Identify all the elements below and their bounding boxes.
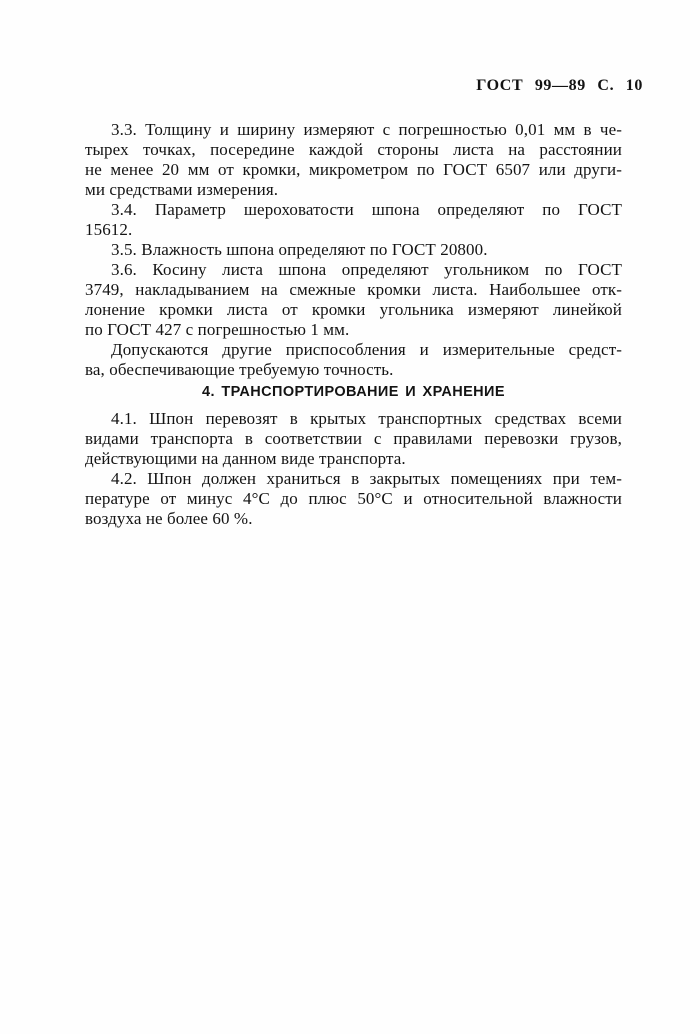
paragraph-4-2 bbox=[85, 469, 622, 529]
document-body bbox=[85, 120, 622, 529]
text-line: 15612. bbox=[85, 220, 133, 239]
text-line: 3749, накладыванием на смежные кромки листа. Наибольшее отк- bbox=[85, 280, 622, 299]
text-line: лонение кромки листа от кромки угольника измеряют линейкой bbox=[85, 300, 622, 319]
paragraph-3-3 bbox=[85, 120, 622, 200]
text-line: ми средствами измерения. bbox=[85, 180, 279, 199]
text-line: действующими на данном виде транспорта. bbox=[85, 449, 406, 468]
text-line: 4.2. Шпон должен храниться в закрытых помещениях при тем- bbox=[111, 469, 622, 488]
text-line: воздуха не более 60 %. bbox=[85, 509, 253, 528]
text-line: 3.5. Влажность шпона определяют по ГОСТ 20800. bbox=[111, 240, 488, 259]
text-line: ва, обеспечивающие требуемую точность. bbox=[85, 360, 394, 379]
text-line: 3.4. Параметр шероховатости шпона определяют по ГОСТ bbox=[111, 200, 622, 219]
section-4-heading: 4. ТРАНСПОРТИРОВАНИЕ И ХРАНЕНИЕ bbox=[202, 384, 505, 400]
paragraph-4-1 bbox=[85, 409, 622, 469]
text-line: Допускаются другие приспособления и измерительные средст- bbox=[111, 340, 622, 359]
text-line: 3.3. Толщину и ширину измеряют с погрешностью 0,01 мм в че- bbox=[111, 120, 622, 139]
text-line: видами транспорта в соответствии с правилами перевозки грузов, bbox=[85, 429, 622, 448]
paragraph-3-6 bbox=[85, 260, 622, 340]
text-line: тырех точках, посередине каждой стороны листа на расстоянии bbox=[85, 140, 622, 159]
paragraph-3-5 bbox=[85, 240, 622, 260]
text-line: 3.6. Косину листа шпона определяют угольником по ГОСТ bbox=[111, 260, 622, 279]
paragraph-note bbox=[85, 340, 622, 380]
page-header-label: ГОСТ 99—89 С. 10 bbox=[476, 77, 643, 94]
paragraph-3-4 bbox=[85, 200, 622, 240]
text-line: не менее 20 мм от кромки, микрометром по ГОСТ 6507 или други- bbox=[85, 160, 622, 179]
text-line: по ГОСТ 427 с погрешностью 1 мм. bbox=[85, 320, 350, 339]
text-line: пературе от минус 4°С до плюс 50°С и относительной влажности bbox=[85, 489, 622, 508]
text-line: 4.1. Шпон перевозят в крытых транспортных средствах всеми bbox=[111, 409, 622, 428]
